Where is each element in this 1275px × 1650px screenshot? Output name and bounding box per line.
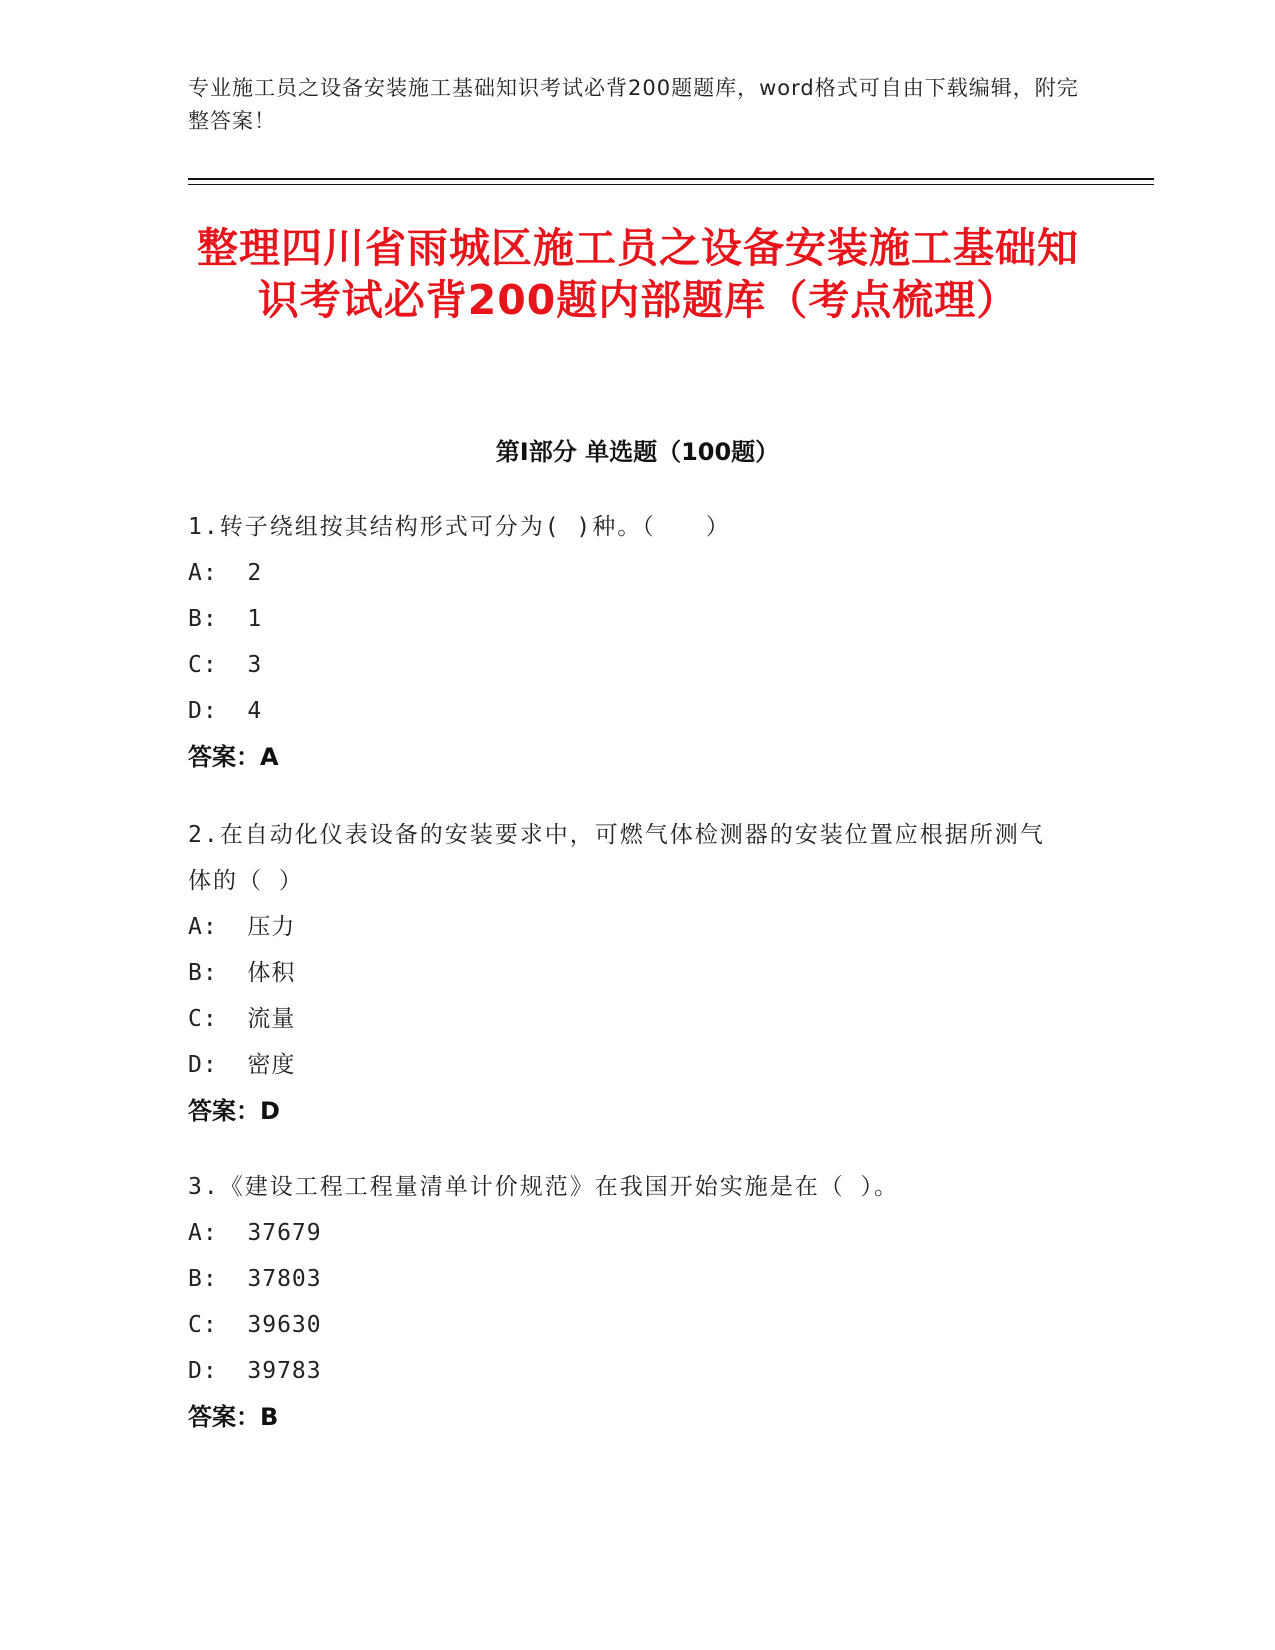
section-heading: 第I部分 单选题（100题） [495,438,780,466]
option-b: B: 体积 [188,960,296,986]
header-note: 专业施工员之设备安装施工基础知识考试必背200题题库，word格式可自由下载编辑，附完整答案！ [188,76,1079,133]
option-c: C: 3 [188,652,263,678]
option-a: A: 2 [188,560,263,586]
answer: 答案：D [188,1097,280,1125]
option-a: A: 压力 [188,914,296,940]
header-rule-thick [188,178,1154,180]
question-stem: 3.《建设工程工程量清单计价规范》在我国开始实施是在（ ）。 [188,1174,900,1200]
document-title: 整理四川省雨城区施工员之设备安装施工基础知识考试必背200题内部题库（考点梳理） [197,224,1079,324]
option-c: C: 39630 [188,1312,322,1338]
option-d: D: 39783 [188,1358,322,1384]
answer: 答案：B [188,1403,279,1431]
question-1 [188,504,1068,780]
question-2 [188,812,1068,1134]
option-c: C: 流量 [188,1006,296,1032]
question-3 [188,1164,1068,1440]
option-b: B: 1 [188,606,263,632]
header-rule-thin [188,184,1154,185]
question-stem: 2.在自动化仪表设备的安装要求中，可燃气体检测器的安装位置应根据所测气体的（ ） [188,822,1045,894]
option-d: D: 4 [188,698,263,724]
option-b: B: 37803 [188,1266,322,1292]
option-d: D: 密度 [188,1052,296,1078]
question-stem: 1.转子绕组按其结构形式可分为( )种。（ ） [188,514,731,540]
answer: 答案：A [188,743,279,771]
option-a: A: 37679 [188,1220,322,1246]
